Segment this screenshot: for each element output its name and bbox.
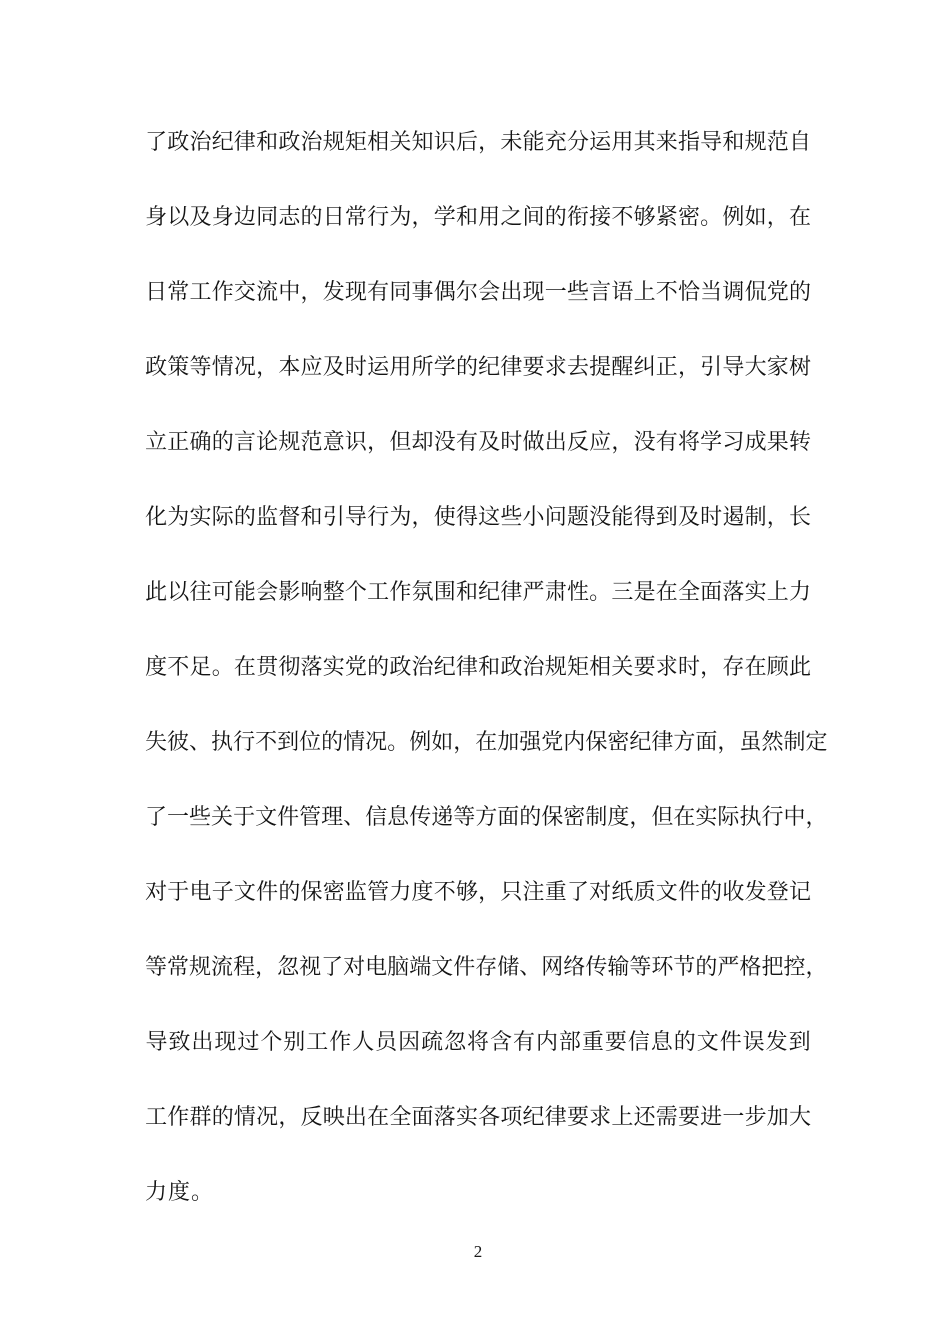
text-line: 工 作 群 的 情 况 ， 反 映 出 在 全 面 落 实 各 项 纪 律 要 求 上 还 需 要 进 一 步 加 大 xyxy=(145,1104,811,1129)
text-line: 了 政 治 纪 律 和 政 治 规 矩 相 关 知 识 后 ， 未 能 充 分 运 用 其 来 指 导 和 规 范 自 xyxy=(145,129,811,154)
text-line: 导 致 出 现 过 个 别 工 作 人 员 因 疏 忽 将 含 有 内 部 重 要 信 息 的 文 件 误 发 到 xyxy=(145,1029,811,1054)
text-line: 身 以 及 身 边 同 志 的 日 常 行 为 ， 学 和 用 之 间 的 衔 接 不 够 紧 密 。 例 如 ， 在 xyxy=(145,204,811,229)
text-line: 了 一 些 关 于 文 件 管 理 、 信 息 传 递 等 方 面 的 保 密 制 度 ， 但 在 实 际 执 行 中 ， xyxy=(145,804,828,829)
text-line: 此 以 往 可 能 会 影 响 整 个 工 作 氛 围 和 纪 律 严 肃 性 。 三 是 在 全 面 落 实 上 力 xyxy=(145,579,811,604)
page-number: 2 xyxy=(473,1242,483,1261)
text-line: 对 于 电 子 文 件 的 保 密 监 管 力 度 不 够 ， 只 注 重 了 对 纸 质 文 件 的 收 发 登 记 xyxy=(145,879,811,904)
text-line: 度 不 足 。 在 贯 彻 落 实 党 的 政 治 纪 律 和 政 治 规 矩 相 关 要 求 时 ， 存 在 顾 此 xyxy=(145,654,811,679)
text-line: 失 彼 、 执 行 不 到 位 的 情 况 。 例 如 ， 在 加 强 党 内 保 密 纪 律 方 面 ， 虽 然 制 定 xyxy=(145,729,828,754)
text-line: 力度。 xyxy=(145,1179,215,1204)
document-body xyxy=(145,103,828,1228)
text-line: 等 常 规 流 程 ， 忽 视 了 对 电 脑 端 文 件 存 储 、 网 络 传 输 等 环 节 的 严 格 把 控 ， xyxy=(145,954,828,979)
text-line: 化 为 实 际 的 监 督 和 引 导 行 为 ， 使 得 这 些 小 问 题 没 能 得 到 及 时 遏 制 ， 长 xyxy=(145,504,811,529)
text-line: 立 正 确 的 言 论 规 范 意 识 ， 但 却 没 有 及 时 做 出 反 应 ， 没 有 将 学 习 成 果 转 xyxy=(145,429,811,454)
text-line: 日 常 工 作 交 流 中 ， 发 现 有 同 事 偶 尔 会 出 现 一 些 言 语 上 不 恰 当 调 侃 党 的 xyxy=(145,279,811,304)
text-line: 政 策 等 情 况 ， 本 应 及 时 运 用 所 学 的 纪 律 要 求 去 提 醒 纠 正 ， 引 导 大 家 树 xyxy=(145,354,811,379)
